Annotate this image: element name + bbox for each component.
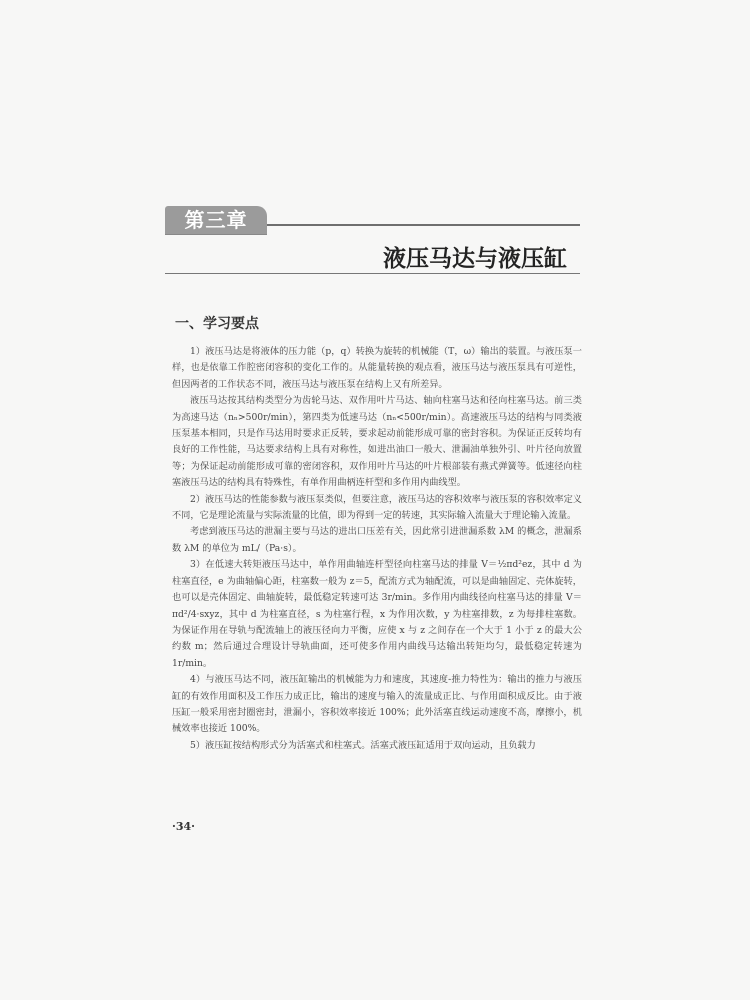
section-heading: 一、学习要点 [175, 316, 259, 332]
paragraph-6: 4）与液压马达不同，液压缸输出的机械能为力和速度，其速度-推力特性为：输出的推力与液压缸的有效作用面积及工作压力成正比，输出的速度与输入的流量成正比、与作用面积成反比。由于液压缸一般采用密封圈密封，泄漏小，容积效率接近 100%；此外活塞直线运动速度不高，摩擦小，机械效率也接近 100%。 [172, 674, 582, 735]
paragraph-1: 1）液压马达是将液体的压力能（p，q）转换为旋转的机械能（T，ω）输出的装置。与液压泵一样，也是依靠工作腔密闭容积的变化工作的。从能量转换的观点看，液压马达与液压泵具有可逆性，但因两者的工作状态不同，液压马达与液压泵在结构上又有所差异。 [172, 346, 582, 390]
body-text [172, 344, 582, 754]
chapter-title: 液压马达与液压缸 [383, 246, 567, 272]
paragraph-2: 液压马达按其结构类型分为齿轮马达、双作用叶片马达、轴向柱塞马达和径向柱塞马达。前三类为高速马达（nₙ>500r/min），第四类为低速马达（nₙ<500r/min）。高速液压马达的结构与同类液压泵基本相同，只是作马达用时要求正反转，要求起动前能形成可靠的密封容积。为保证正反转均有良好的工作性能，马达要求结构上具有对称性，如进出油口一般大、泄漏油单独外引、叶片径向放置等；为保证起动前能形成可靠的密闭容积，双作用叶片马达的叶片根部装有燕式弹簧等。低速径向柱塞液压马达的结构具有特殊性，有单作用曲柄连杆型和多作用内曲线型。 [172, 395, 582, 489]
paragraph-3: 2）液压马达的性能参数与液压泵类似，但要注意，液压马达的容积效率与液压泵的容积效率定义不同，它是理论流量与实际流量的比值，即为得到一定的转速，其实际输入流量大于理论输入流量。 [172, 493, 582, 522]
header-rule [267, 224, 580, 226]
page-number: ·34· [172, 820, 195, 833]
chapter-label: 第三章 [165, 206, 267, 234]
chapter-title-container [0, 240, 750, 273]
paragraph-4: 考虑到液压马达的泄漏主要与马达的进出口压差有关，因此常引进泄漏系数 λM 的概念，泄漏系数 λM 的单位为 mL/（Pa·s）。 [172, 526, 582, 554]
paragraph-7: 5）液压缸按结构形式分为活塞式和柱塞式。活塞式液压缸适用于双向运动，且负载力 [190, 739, 536, 751]
paragraph-5: 3）在低速大转矩液压马达中，单作用曲轴连杆型径向柱塞马达的排量 V＝½πd²ez，其中 d 为柱塞直径，e 为曲轴偏心距，柱塞数一般为 z＝5，配流方式为轴配流，可以是曲轴固定、壳体旋转，也可以是壳体固定、曲轴旋转，最低稳定转速可达 3r/min。多作用内曲线径向柱塞马达的排量 V＝πd²/4·sxyz，其中 d 为柱塞直径，s 为柱塞行程，x 为作用次数，y 为柱塞排数，z 为每排柱塞数。为保证作用在导轨与配流轴上的液压径向力平衡，应使 x 与 z 之间存在一个大于 1 小于 z 的最大公约数 m；然后通过合理设计导轨曲面，还可使多作用内曲线马达输出转矩均匀，最低稳定转速为 1r/min。 [172, 559, 582, 669]
header-rule-thin [165, 234, 267, 235]
title-underline [165, 273, 580, 274]
